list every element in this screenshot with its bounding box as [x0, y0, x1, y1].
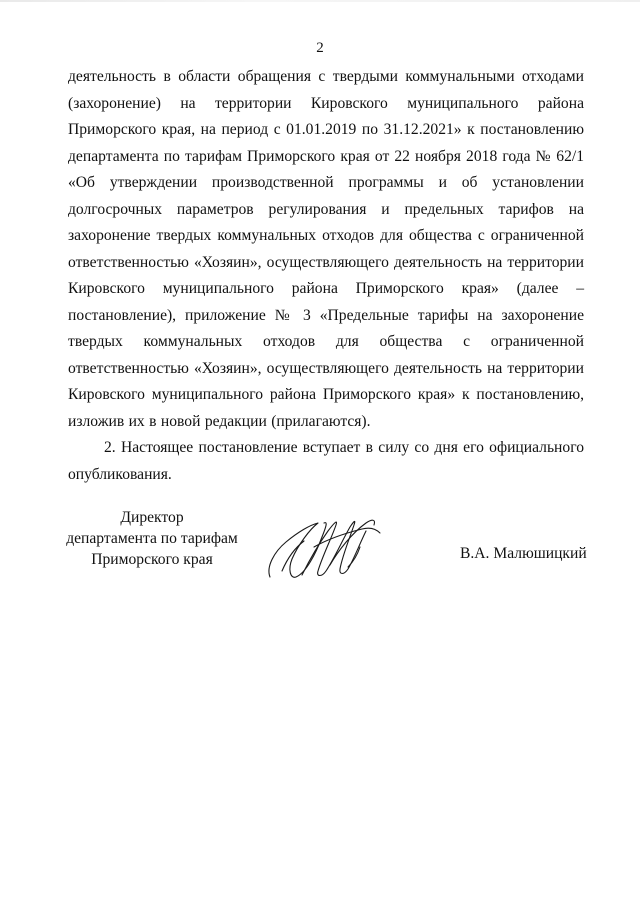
paragraph-continued: деятельность в области обращения с твердыми коммунальными отходами (захоронение) на территории Кировского муниципального района Приморского края, на период с 01.01.2019 по 31.12.2021» к постановлению департамента по тарифам Приморского края от 22 ноября 2018 года № 62/1 «Об утверждении производственной программы и об установлении долгосрочных параметров регулирования и предельных тарифов на захоронение твердых коммунальных отходов для общества с ограниченной ответственностью «Хозяин», осуществляющего деятельность на территории Кировского муниципального района Приморского края» (далее – постановление), приложение № 3 «Предельные тарифы на захоронение твердых коммунальных отходов для общества с ограниченной ответственностью «Хозяин», осуществляющего деятельность на территории Кировского муниципального района Приморского края» к постановлению, изложив их в новой редакции (прилагаются).	[68, 68, 584, 430]
handwritten-signature-icon	[262, 507, 382, 587]
signatory-title-line-2: департамента по тарифам	[66, 530, 238, 547]
signatory-title-line-3: Приморского края	[91, 551, 213, 568]
signatory-name: В.А. Малюшицкий	[460, 545, 587, 562]
document-body	[68, 64, 584, 488]
signature-block	[0, 507, 640, 607]
page-number: 2	[316, 40, 324, 56]
signatory-title-line-1: Директор	[120, 509, 184, 526]
signatory-title	[52, 507, 252, 570]
paragraph-2: 2. Настоящее постановление вступает в силу со дня его официального опубликования.	[68, 439, 584, 483]
scan-edge	[0, 0, 640, 2]
